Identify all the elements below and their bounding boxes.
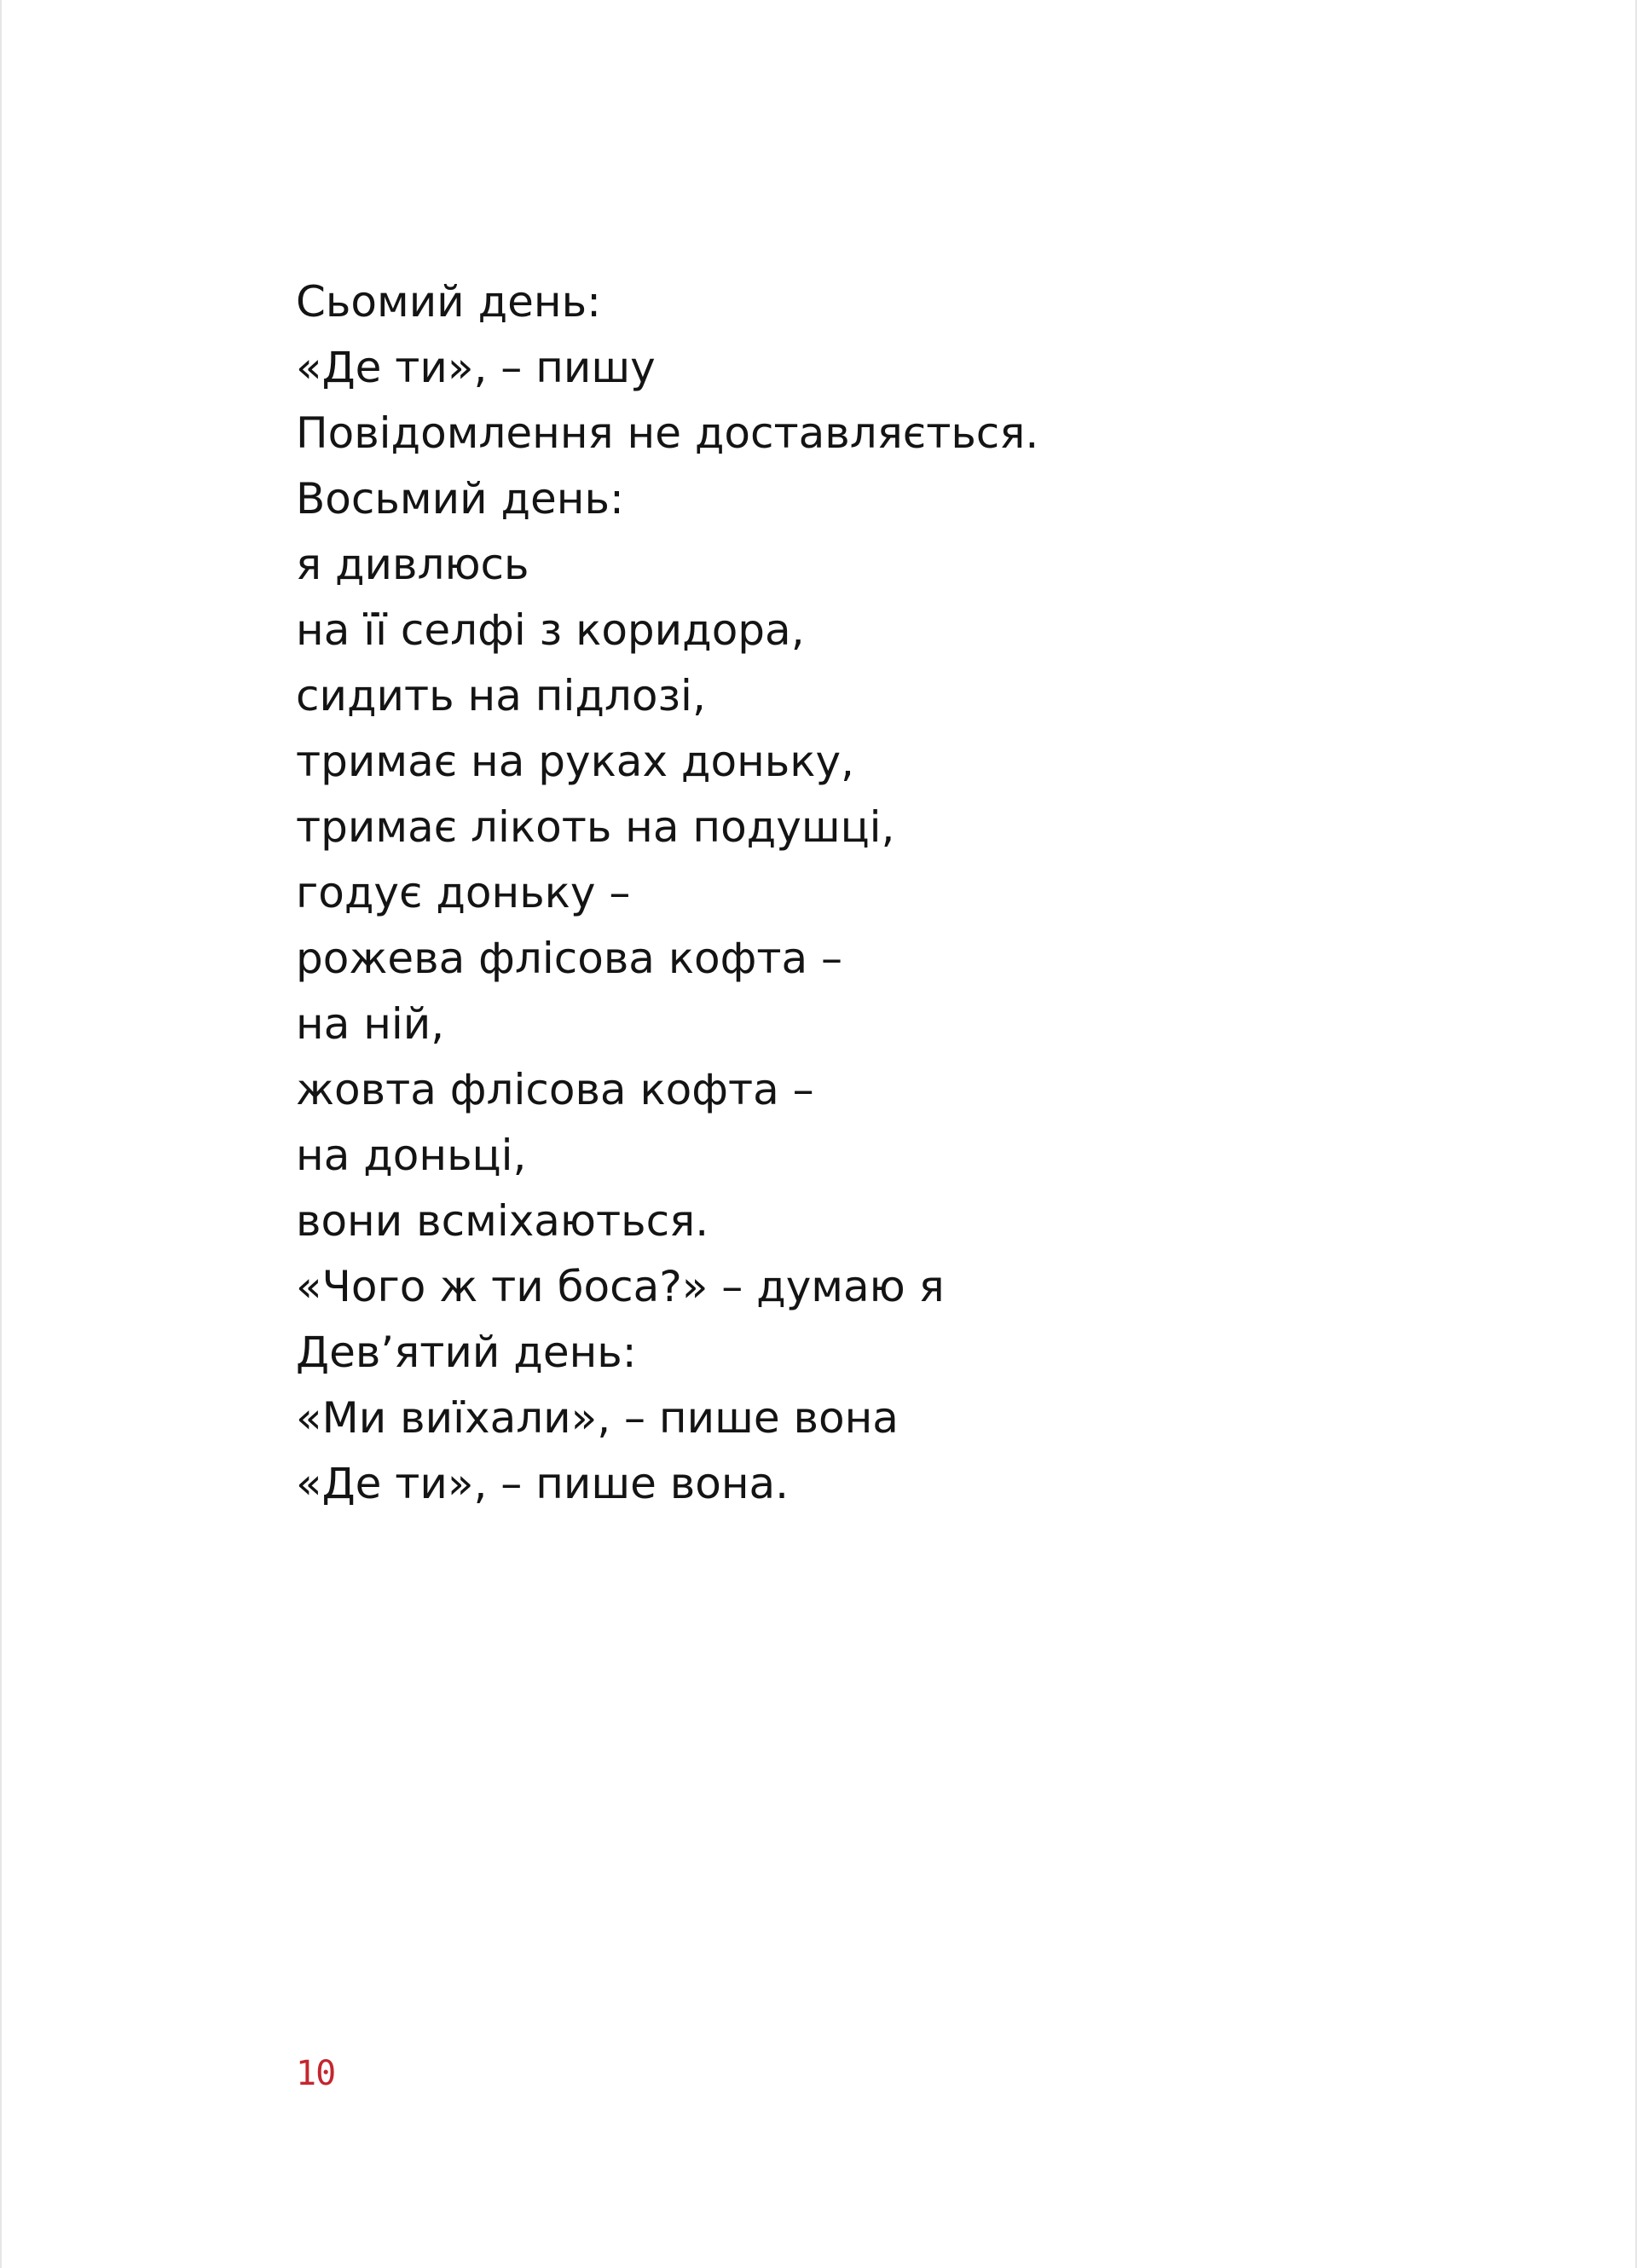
poem-line: «Де ти», – пишу — [296, 343, 656, 392]
poem-line: жовта флісова кофта – — [296, 1065, 814, 1114]
poem-line: тримає на руках доньку, — [296, 737, 854, 786]
poem-line: тримає лікоть на подушці, — [296, 802, 895, 852]
poem-line: сидить на підлозі, — [296, 671, 706, 720]
poem-line: на її селфі з коридора, — [296, 605, 805, 655]
poem-line: рожева флісова кофта – — [296, 934, 843, 983]
poem-line: вони всміхаються. — [296, 1196, 709, 1246]
poem-line: я дивлюсь — [296, 540, 529, 589]
poem-line: «Ми виїхали», – пише вона — [296, 1393, 899, 1443]
poem-line: Восьмий день: — [296, 474, 624, 524]
poem-line: на доньці, — [296, 1131, 527, 1180]
poem-line: годує доньку – — [296, 868, 631, 917]
poem-text — [296, 269, 1489, 1517]
poem-line: Повідомлення не доставляється. — [296, 408, 1039, 458]
poem-line: Дев’ятий день: — [296, 1328, 637, 1377]
poem-line: на ній, — [296, 999, 445, 1049]
poem-line: «Чого ж ти боса?» – думаю я — [296, 1262, 945, 1311]
poem-line: Сьомий день: — [296, 277, 601, 327]
poem-line: «Де ти», – пише вона. — [296, 1459, 790, 1508]
page-number: 10 — [296, 2054, 336, 2093]
